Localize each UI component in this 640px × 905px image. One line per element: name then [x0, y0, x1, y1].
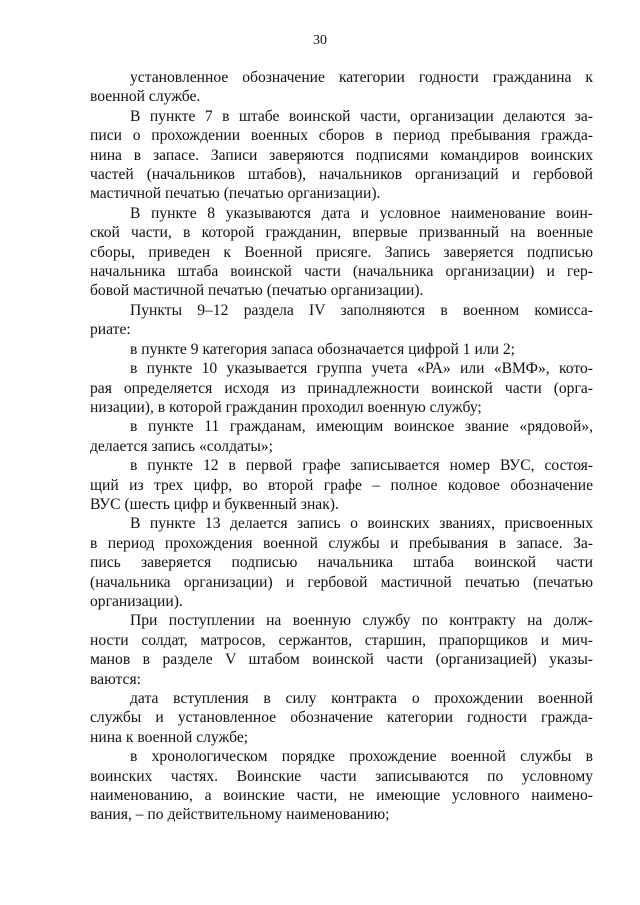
page-number: 30 — [313, 33, 327, 48]
text-line: наименованию, а воинские части, не имеющие условного наимено- — [90, 787, 593, 805]
text-line: пись заверяется подписью начальника штаба воинской части — [90, 554, 593, 572]
text-line: ности солдат, матросов, сержантов, старшин, прапорщиков и мич- — [90, 631, 593, 649]
text-line: в хронологическом порядке прохождение военной службы в — [130, 748, 593, 766]
text-line: дата вступления в силу контракта о прохождении военной — [130, 690, 593, 707]
text-line: военной службе. — [90, 88, 201, 106]
text-line: нина в запасе. Записи заверяются подписями командиров воинских — [90, 146, 593, 164]
text-line: нина к военной службе; — [90, 728, 249, 746]
text-line: в пункте 11 гражданам, имеющим воинское звание «рядовой», — [130, 418, 593, 436]
text-line: воинских частях. Воинские части записываются по условному — [90, 767, 593, 785]
body-text — [90, 68, 593, 825]
text-line: В пункте 13 делается запись о воинских званиях, присвоенных — [130, 515, 593, 533]
text-line: риате: — [90, 321, 131, 339]
text-line: в пункте 10 указывается группа учета «РА» или «ВМФ», кото- — [130, 360, 593, 378]
text-line: Пункты 9–12 раздела IV заполняются в военном комисса- — [130, 301, 593, 319]
text-line: в пункте 12 в первой графе записывается номер ВУС, состоя- — [130, 457, 593, 475]
text-line: в период прохождения военной службы и пребывания в запасе. За- — [90, 534, 593, 552]
text-line: манов в разделе V штабом воинской части (организацией) указы- — [90, 651, 593, 669]
text-line: организации). — [90, 592, 183, 610]
text-line: в пункте 9 категория запаса обозначается цифрой 1 или 2; — [130, 340, 515, 358]
text-line: (начальника организации) и гербовой мастичной печатью (печатью — [90, 573, 593, 591]
text-line: установленное обозначение категории годности гражданина к — [130, 69, 593, 86]
text-line: частей (начальников штабов), начальников организаций и гербовой — [90, 166, 593, 184]
text-line: В пункте 8 указываются дата и условное наименование воин- — [130, 204, 593, 222]
text-line: бовой мастичной печатью (печатью организации). — [90, 282, 424, 300]
text-line: мастичной печатью (печатью организации). — [90, 185, 381, 203]
text-line: ВУС (шесть цифр и буквенный знак). — [90, 495, 339, 513]
text-line: щий из трех цифр, во второй графе – полное кодовое обозначение — [90, 476, 593, 494]
text-line: низации), в которой гражданин проходил военную службу; — [90, 398, 482, 416]
text-line: вания, – по действительному наименованию; — [90, 806, 390, 824]
text-line: службы и установленное обозначение категории годности гражда- — [90, 709, 593, 727]
text-line: начальника штаба воинской части (начальника организации) и гер- — [90, 263, 593, 281]
text-line: ской части, в которой гражданин, впервые призванный на военные — [90, 224, 593, 242]
text-line: рая определяется исходя из принадлежности воинской части (орга- — [90, 379, 593, 397]
text-line: При поступлении на военную службу по контракту на долж- — [130, 612, 593, 630]
text-line: писи о прохождении военных сборов в период пребывания гражда- — [90, 127, 593, 145]
text-line: сборы, приведен к Военной присяге. Запись заверяется подписью — [90, 243, 593, 261]
text-line: ваются: — [90, 670, 141, 688]
text-line: делается запись «солдаты»; — [90, 437, 273, 455]
text-line: В пункте 7 в штабе воинской части, организации делаются за- — [130, 107, 593, 125]
